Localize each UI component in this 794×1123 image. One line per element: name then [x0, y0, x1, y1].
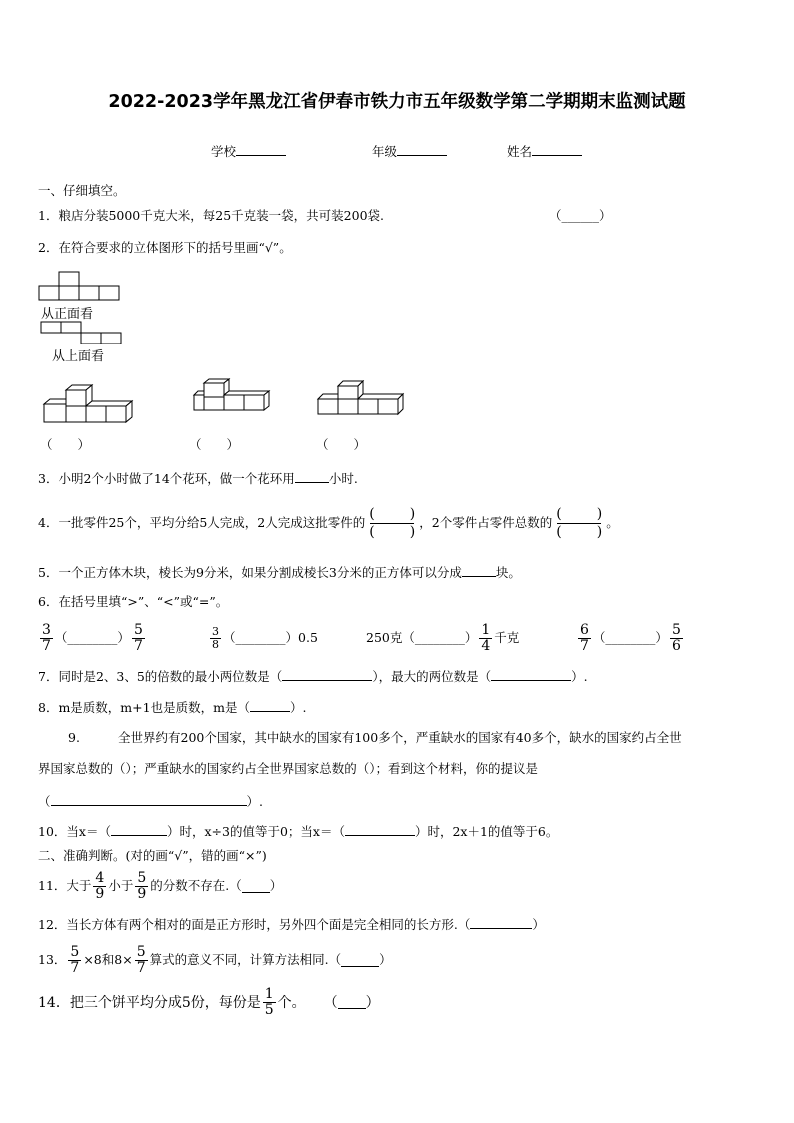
solid-option-b [192, 378, 272, 414]
question-11-blank[interactable] [242, 879, 270, 893]
fraction-3-7: $\frac{3}{7}$ [42, 621, 51, 654]
question-4-text-mid: ，2个零件占零件总数的 [419, 515, 553, 530]
solid-option-a [40, 384, 136, 424]
question-4-fraction-blank-2[interactable]: ( ) ( ) [556, 505, 603, 540]
question-10-blank-1[interactable] [111, 822, 167, 836]
question-4-end: 。 [606, 515, 619, 530]
compare-3-value: 250克 [366, 630, 403, 645]
question-7-blank-2[interactable] [491, 667, 571, 681]
question-6-compare-4 [576, 618, 685, 658]
question-7-text: 7．同时是2、3、5的倍数的最小两位数是（ [38, 669, 283, 684]
question-6: 6．在括号里填“>”、“<”或“=”。 [38, 594, 229, 609]
solid-option-b-answer[interactable]: （ ） [189, 437, 240, 452]
fraction-5-7: $\frac{5}{7}$ [133, 621, 143, 654]
fraction-1-4: $\frac{1}{4}$ [481, 621, 491, 654]
question-14-blank[interactable] [338, 995, 366, 1009]
name-field [507, 142, 582, 160]
fraction-5-9: $\frac{5}{9}$ [137, 869, 147, 902]
compare-4-answer[interactable]: （________） [592, 630, 668, 645]
fraction-5-7-b: $\frac{5}{7}$ [136, 943, 146, 976]
question-7 [38, 667, 588, 685]
question-4 [38, 503, 619, 543]
question-6-compare-2 [208, 618, 318, 658]
compare-2-value: 0.5 [298, 630, 318, 645]
fraction-6-7: $\frac{6}{7}$ [580, 621, 589, 654]
page-title: 2022-2023学年黑龙江省伊春市铁力市五年级数学第二学期期末监测试题 [108, 92, 686, 112]
question-9-line-3: （ ）. [38, 794, 263, 809]
section2-heading: 二、准确判断。(对的画“√”，错的画“×”) [38, 848, 267, 863]
question-9-blank[interactable] [51, 792, 247, 806]
grade-field [372, 142, 447, 160]
school-field [211, 142, 286, 160]
name-label: 姓名 [507, 144, 533, 159]
question-4-fraction-blank-1[interactable]: ( ) ( ) [369, 505, 416, 540]
compare-3-answer[interactable]: （________） [402, 630, 478, 645]
question-11: 11．大于 $\frac{4}{9}$ 小于 $\frac{5}{9}$ 的分数不存在.（ ） [38, 869, 283, 902]
question-7-end: ）. [571, 669, 588, 684]
question-6-compare-1 [38, 618, 147, 658]
question-10-text-mid: ）时，x÷3的值等于0；当x＝（ [166, 824, 345, 839]
compare-3-unit: 千克 [494, 630, 520, 645]
question-8-end: ）. [289, 700, 307, 715]
question-9-number: 9. [68, 730, 80, 745]
question-10-text: 10．当x＝（ [38, 824, 111, 839]
solid-option-c-answer[interactable]: （ ） [316, 437, 367, 452]
compare-1-answer[interactable]: （________） [54, 630, 130, 645]
question-5-blank[interactable] [462, 563, 496, 577]
front-view-diagram [38, 270, 120, 302]
top-view-diagram [38, 320, 124, 344]
question-10-end: ）时，2x＋1的值等于6。 [414, 824, 559, 839]
question-1: 1．粮店分装5000千克大米，每25千克装一袋，共可装200袋. [38, 208, 385, 223]
fraction-3-8: $\frac{3}{8}$ [212, 624, 219, 651]
question-6-compare-3 [366, 618, 519, 658]
question-3-unit: 小时. [328, 471, 358, 486]
question-8-text: 8．m是质数，m+1也是质数，m是（ [38, 700, 250, 715]
question-13: 13． $\frac{5}{7}$ ×8和8× $\frac{5}{7}$ 算式的意义不同，计算方法相同.（ ） [38, 943, 392, 976]
fraction-5-6: $\frac{5}{6}$ [671, 621, 681, 654]
school-blank[interactable] [236, 142, 286, 156]
question-5-unit: 块。 [495, 565, 521, 580]
front-view-label: 从正面看 [41, 307, 94, 322]
question-14-text: 14．把三个饼平均分成5份，每份是 [38, 995, 261, 1011]
question-5-text: 5．一个正方体木块，棱长为9分米，如果分割成棱长3分米的正方体可以分成 [38, 565, 462, 580]
question-9-line-2: 界国家总数的（）；严重缺水的国家约占全世界国家总数的（）；看到这个材料，你的提议是 [38, 761, 539, 776]
question-12-text: 12．当长方体有两个相对的面是正方形时，另外四个面是完全相同的长方形.（ [38, 917, 471, 932]
section1-heading: 一、仔细填空。 [38, 183, 126, 198]
solid-option-a-answer[interactable]: （ ） [40, 437, 91, 452]
question-10-blank-2[interactable] [345, 822, 415, 836]
question-3 [38, 469, 358, 487]
fraction-4-9: $\frac{4}{9}$ [95, 869, 105, 902]
question-4-text: 4．一批零件25个，平均分给5人完成，2人完成这批零件的 [38, 515, 366, 530]
question-12: 12．当长方体有两个相对的面是正方形时，另外四个面是完全相同的长方形.（ ） [38, 917, 545, 932]
question-5 [38, 563, 521, 581]
fraction-1-5: $\frac{1}{5}$ [264, 985, 274, 1018]
fraction-5-7-a: $\frac{5}{7}$ [70, 943, 80, 976]
grade-blank[interactable] [397, 142, 447, 156]
question-8 [38, 698, 306, 716]
question-12-blank[interactable] [470, 915, 532, 929]
question-9-line-1: 全世界约有200个国家，其中缺水的国家有100多个，严重缺水的国家有40多个，缺水的国家约占全世 [118, 730, 682, 745]
top-view-label: 从上面看 [52, 349, 105, 364]
question-7-blank-1[interactable] [282, 667, 372, 681]
question-11-text: 11．大于 [38, 878, 92, 893]
question-2: 2．在符合要求的立体图形下的括号里画“√”。 [38, 240, 292, 255]
question-13-blank[interactable] [341, 953, 379, 967]
question-3-text: 3．小明2个小时做了14个花环，做一个花环用 [38, 471, 295, 486]
school-label: 学校 [211, 144, 237, 159]
solid-option-c [316, 380, 406, 416]
question-10 [38, 822, 558, 840]
question-7-text-mid: ），最大的两位数是（ [372, 669, 492, 684]
question-1-answer[interactable]: （______） [549, 208, 612, 223]
question-8-blank[interactable] [250, 698, 290, 712]
name-blank[interactable] [532, 142, 582, 156]
compare-2-answer[interactable]: （________） [223, 630, 299, 645]
question-13-text: 13． [38, 952, 67, 967]
question-14: 14．把三个饼平均分成5份，每份是 $\frac{1}{5}$ 个。 （ ） [38, 985, 380, 1018]
question-3-blank[interactable] [295, 469, 329, 483]
grade-label: 年级 [372, 144, 398, 159]
